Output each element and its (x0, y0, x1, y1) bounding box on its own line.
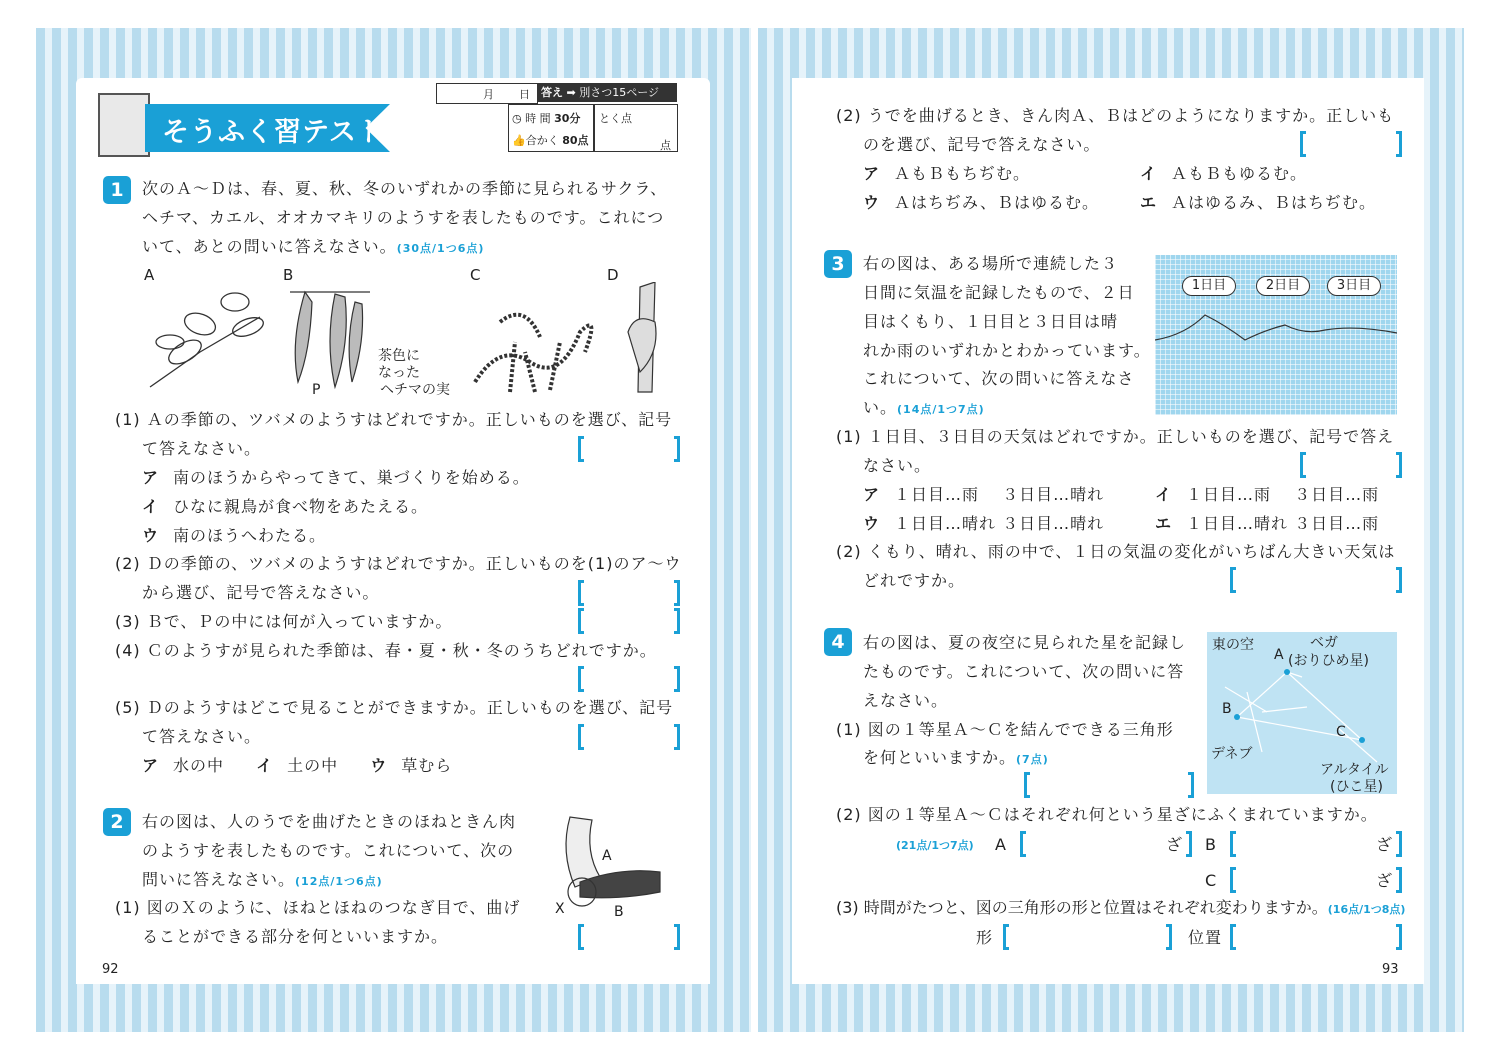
q2-s2-text-2: のを選び、記号で答えなさい。 (863, 135, 1101, 154)
q1-s1-option-u (142, 521, 326, 550)
option-key: ウ (370, 756, 388, 775)
q3-s1-option-i (1155, 480, 1379, 509)
q1-intro-3-text: いて、あとの問いに答えなさい。 (142, 237, 397, 256)
q2-s2-option-i (1140, 159, 1307, 188)
q1-s5-answer-box[interactable] (578, 724, 680, 750)
hechima-drawing (290, 292, 370, 387)
option-key: ウ (863, 193, 881, 212)
option-key: ア (863, 485, 881, 504)
mantis-egg-drawing (628, 282, 656, 392)
answer-ref-box (537, 83, 677, 102)
q4-number: 4 (824, 628, 852, 656)
q1-intro-1: 次のＡ～Ｄは、春、夏、秋、冬のいずれかの季節に見られるサクラ、 (142, 179, 668, 198)
option-key: ア (142, 756, 160, 775)
arm-label-b: B (614, 904, 624, 920)
time-label (512, 110, 580, 126)
q2-s2-answer-box[interactable] (1300, 131, 1402, 157)
option-key: ア (863, 164, 881, 183)
pass-value: 80点 (562, 134, 589, 147)
q1-s2-text-1: (2) Ｄの季節の、ツバメのようすはどれですか。正しいものを(1)のア～ウ (115, 554, 682, 573)
q2-s2-option-e (1140, 188, 1376, 217)
vega-sub-label: (おりひめ星) (1288, 653, 1369, 669)
q1-s5-options (142, 751, 452, 780)
q1-number: 1 (103, 176, 131, 204)
q4-s3-text-body: (3) 時間がたつと、図の三角形の形と位置はそれぞれ変わりますか。 (836, 898, 1328, 917)
q3-text-6 (863, 393, 985, 424)
arm-muscle-figure (550, 812, 665, 922)
month-label: 月 (483, 88, 494, 101)
arrow-icon: ➡ (566, 86, 576, 99)
q4-s1-text-1: (1) 図の１等星Ａ～Ｃを結んでできる三角形 (836, 720, 1174, 739)
sakura-branch-drawing (150, 293, 266, 387)
q4-text-3: えなさい。 (863, 691, 949, 710)
q1-s1-option-i (142, 492, 428, 521)
hechima-label-1: 茶色に (378, 348, 420, 364)
fig-label-b: B (283, 266, 294, 284)
q3-text-6-text: い。 (863, 398, 898, 417)
q1-s5-text-2: て答えなさい。 (142, 727, 262, 746)
hechima-label-3: ヘチマの実 (380, 382, 450, 398)
arm-label-a: A (602, 848, 612, 864)
option-text: １日目…晴れ ３日目…雨 (1186, 514, 1380, 533)
q2-s1-text-2: ることができる部分を何といいますか。 (142, 927, 449, 946)
option-key: イ (1155, 485, 1173, 504)
star-c-label: C (1336, 724, 1346, 740)
q4-s1-text-2-text: を何といいますか。 (863, 748, 1017, 767)
arm-label-x: X (555, 901, 565, 917)
q3-s1-text-1: (1) １日目、３日目の天気はどれですか。正しいものを選び、記号で答え (836, 427, 1395, 446)
q3-text-5: これについて、次の問いに答えなさ (863, 369, 1135, 388)
q2-number: 2 (103, 808, 131, 836)
day-3-label: 3日目 (1327, 276, 1381, 296)
q1-s2-text-2: から選び、記号で答えなさい。 (142, 583, 380, 602)
q4-s3-answer-position[interactable] (1230, 924, 1402, 950)
q4-text-1: 右の図は、夏の夜空に見られた星を記録し (863, 633, 1187, 652)
q3-s2-answer-box[interactable] (1230, 567, 1402, 593)
q3-s2-text-1: (2) くもり、晴れ、雨の中で、１日の気温の変化がいちばん大きい天気は (836, 542, 1396, 561)
option-text: Ａはちぢみ、Ｂはゆるむ。 (894, 193, 1099, 212)
q3-s2-text-2: どれですか。 (863, 571, 966, 590)
clock-icon: ◷ (512, 112, 522, 125)
hechima-label-2: なった (378, 365, 420, 381)
option-text: ひなに親鳥が食べ物をあたえる。 (173, 497, 429, 516)
option-key: イ (142, 497, 160, 516)
option-text: 南のほうへわたる。 (173, 526, 327, 545)
q4-s2-points: (21点/1つ7点) (896, 839, 974, 852)
q2-intro-2: のようすを表したものです。これについて、次の (142, 841, 515, 860)
q4-text-2: たものです。これについて、次の問いに答 (863, 662, 1185, 681)
q1-s4-answer-box[interactable] (578, 666, 680, 692)
q2-intro-3 (142, 865, 383, 896)
q1-s1-option-a (142, 463, 530, 492)
za-unit-a: ざ (1166, 835, 1184, 854)
q1-s5-text-1: (5) Ｄのようすはどこで見ることができますか。正しいものを選び、記号 (115, 698, 674, 717)
option-key: イ (1140, 164, 1158, 183)
day-1-label: 1日目 (1182, 276, 1236, 296)
day-2-label: 2日目 (1256, 276, 1310, 296)
option-text: １日目…雨 ３日目…雨 (1186, 485, 1380, 504)
altair-label: アルタイル (1320, 762, 1389, 778)
option-key: ウ (142, 526, 160, 545)
q1-s1-text-2: て答えなさい。 (142, 439, 262, 458)
q1-s3-answer-box[interactable] (578, 608, 680, 634)
option-text: 土の中 (287, 756, 339, 775)
fig-label-a: A (144, 266, 155, 284)
left-page-number: 92 (102, 962, 119, 977)
option-text: １日目…雨 ３日目…晴れ (894, 485, 1105, 504)
q2-s2-option-a (863, 159, 1030, 188)
za-unit-c: ざ (1376, 871, 1394, 890)
pass-label (512, 132, 589, 148)
option-text: １日目…晴れ ３日目…晴れ (894, 514, 1105, 533)
star-b-label: B (1222, 701, 1232, 717)
option-key: エ (1140, 193, 1158, 212)
q1-figures (140, 282, 680, 400)
vega-label: ベガ (1310, 635, 1338, 651)
east-sky-label: 東の空 (1212, 637, 1254, 653)
page-title: そうふく習テスト① (162, 117, 409, 148)
q1-s2-answer-box[interactable] (578, 580, 680, 606)
q1-intro-2: ヘチマ、カエル、オオカマキリのようすを表したものです。これにつ (142, 208, 665, 227)
q1-s3-text: (3) Ｂで、Ｐの中には何が入っていますか。 (115, 612, 453, 631)
answer-label: 答え (541, 86, 563, 99)
altair-sub-label: (ひこ星) (1330, 779, 1383, 795)
q2-s1-text-1: (1) 図のＸのように、ほねとほねのつなぎ目で、曲げ (115, 898, 521, 917)
q4-s1-points: (7点) (1016, 753, 1049, 766)
q1-s1-text-1: (1) Ａの季節の、ツバメのようすはどれですか。正しいものを選び、記号 (115, 410, 673, 429)
option-text: 草むら (401, 756, 453, 775)
q4-s2-text: (2) 図の１等星Ａ～Ｃはそれぞれ何という星ざにふくまれていますか。 (836, 805, 1378, 824)
q3-text-1: 右の図は、ある場所で連続した３ (863, 254, 1119, 273)
option-text: 水の中 (173, 756, 225, 775)
fig-label-d: D (607, 266, 619, 284)
q1-s4-text: (4) Ｃのようすが見られた季節は、春・夏・秋・冬のうちどれですか。 (115, 641, 657, 660)
score-label: とく点 (599, 112, 632, 125)
q3-text-4: れか雨のいずれかとわかっています。 (863, 341, 1151, 360)
answer-ref: 別さつ15ページ (579, 86, 659, 99)
position-label: 位置 (1188, 928, 1223, 947)
shape-label: 形 (976, 928, 994, 947)
frog-eggs-drawing (475, 315, 591, 392)
time-value: 30分 (554, 112, 581, 125)
score-unit: 点 (660, 139, 671, 152)
q4-s1-text-2 (863, 743, 1049, 774)
option-text: Ａはゆるみ、Ｂはちぢむ。 (1171, 193, 1376, 212)
q1-intro-3 (142, 232, 484, 263)
option-text: ＡもＢもちぢむ。 (894, 164, 1031, 183)
thumb-icon: 👍 (512, 134, 526, 147)
q4-s3-points: (16点/1つ8点) (1327, 903, 1406, 916)
q4-s2-label-b: B (1205, 835, 1217, 854)
time-label-text: 時 間 (525, 112, 551, 125)
q2-s2-option-u (863, 188, 1099, 217)
q4-s2-label-a: A (995, 835, 1007, 854)
q1-points: (30点/1つ6点) (396, 242, 485, 255)
q3-s1-option-e (1155, 509, 1379, 538)
q3-number: 3 (824, 250, 852, 278)
q3-s1-option-a (863, 480, 1104, 509)
star-a-label: A (1274, 647, 1284, 663)
deneb-label: デネブ (1211, 746, 1253, 762)
p-label: P (312, 382, 321, 398)
q4-s1-answer-box[interactable] (1024, 772, 1194, 798)
q2-s2-text-1: (2) うでを曲げるとき、きん肉Ａ、Ｂはどのようになりますか。正しいも (836, 106, 1395, 125)
q4-s3-text (836, 893, 1405, 924)
q1-s1-answer-box[interactable] (578, 436, 680, 462)
q3-s1-text-2: なさい。 (863, 456, 932, 475)
za-unit-b: ざ (1376, 835, 1394, 854)
q3-points: (14点/1つ7点) (897, 403, 985, 416)
right-page-number: 93 (1382, 962, 1399, 977)
q3-s1-answer-box[interactable] (1300, 452, 1402, 478)
option-text: ＡもＢもゆるむ。 (1171, 164, 1308, 183)
option-key: イ (256, 756, 274, 775)
option-text: 南のほうからやってきて、巣づくりを始める。 (173, 468, 530, 487)
q4-s3-answer-shape[interactable] (1003, 924, 1172, 950)
q2-points: (12点/1つ6点) (295, 875, 383, 888)
option-key: エ (1155, 514, 1173, 533)
fig-label-c: C (470, 266, 481, 284)
day-label: 日 (519, 88, 530, 101)
q4-s2-label-c: C (1205, 871, 1218, 890)
q2-intro-3-text: 問いに答えなさい。 (142, 870, 296, 889)
pass-label-text: 合かく (525, 134, 559, 147)
option-key: ウ (863, 514, 881, 533)
q2-s1-answer-box[interactable] (578, 924, 680, 950)
option-key: ア (142, 468, 160, 487)
q2-intro-1: 右の図は、人のうでを曲げたときのほねときん肉 (142, 812, 517, 831)
q3-text-3: 目はくもり、１日目と３日目は晴 (863, 312, 1119, 331)
q3-s1-option-u (863, 509, 1104, 538)
q3-text-2: 日間に気温を記録したもので、２日 (863, 283, 1135, 302)
test-sheet-icon (98, 93, 150, 157)
